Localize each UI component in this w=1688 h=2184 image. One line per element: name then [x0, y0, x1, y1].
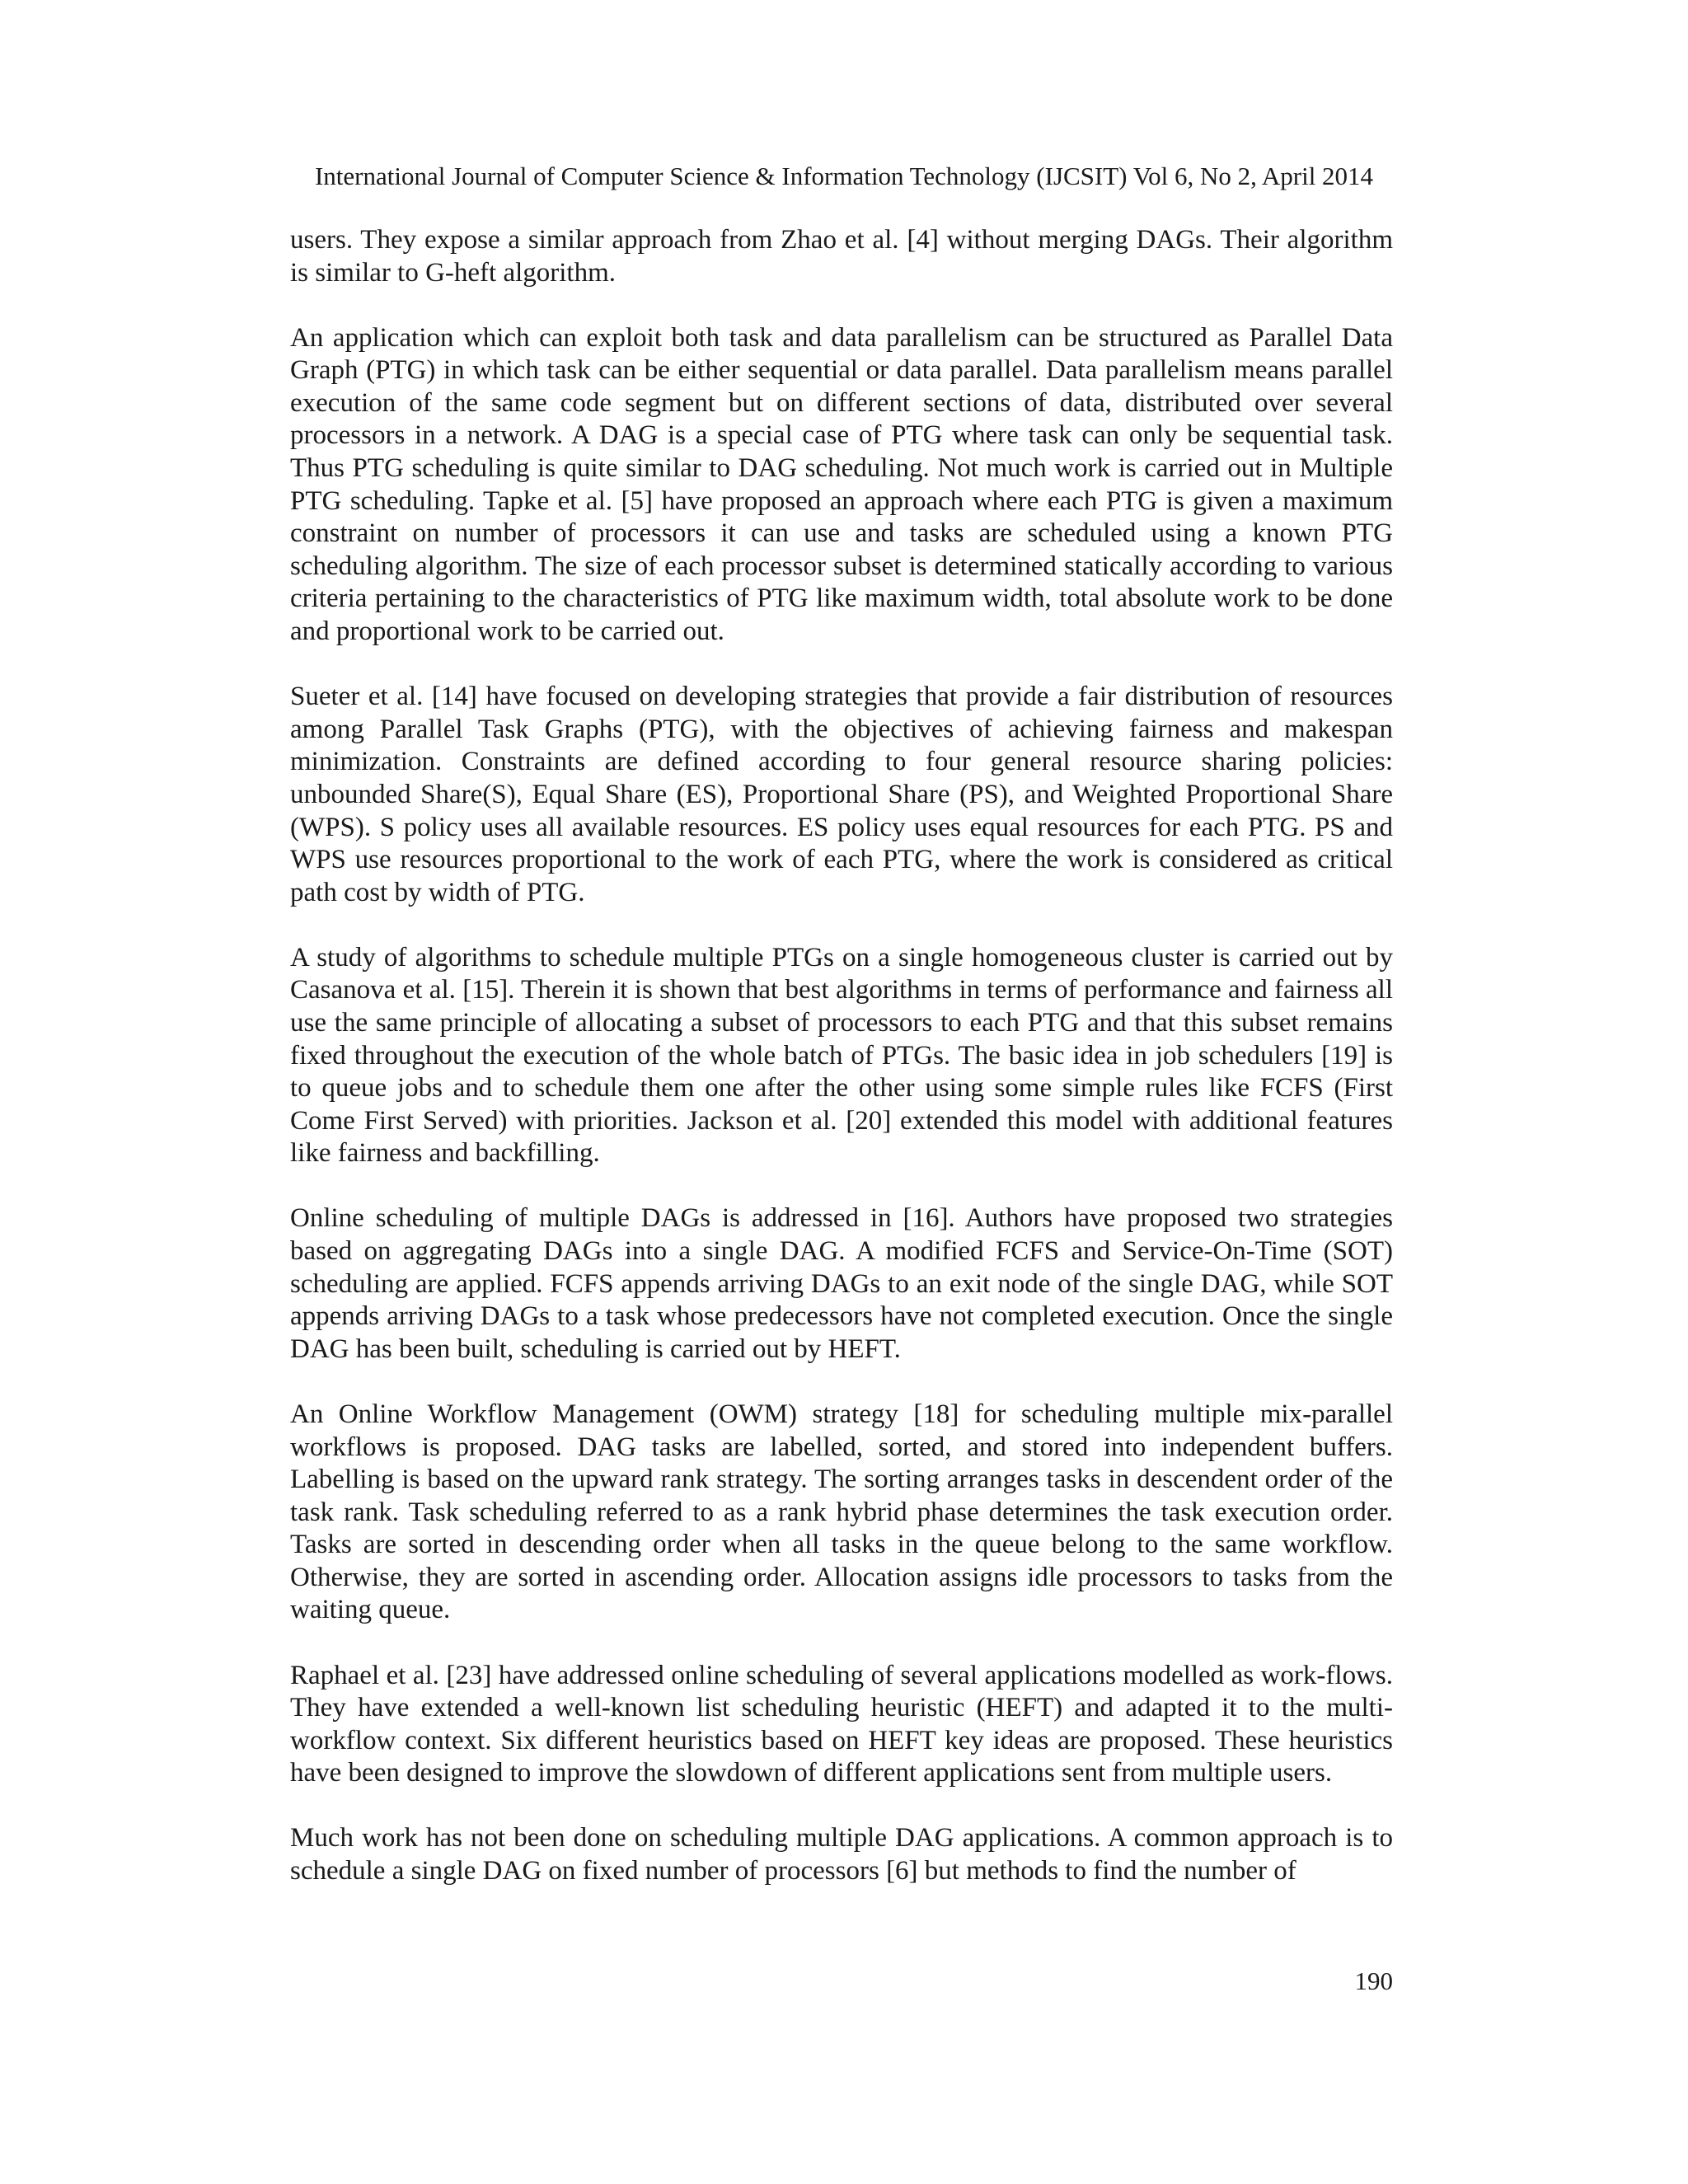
paragraph: users. They expose a similar approach from Zhao et al. [4] without merging DAGs. Their algorithm is similar to G-heft algorithm. — [290, 225, 1393, 288]
body-text — [290, 224, 1393, 1920]
paragraph: Online scheduling of multiple DAGs is addressed in [16]. Authors have proposed two strategies based on aggregating DAGs into a single DAG. A modified FCFS and Service-On-Time (SOT) scheduling are applied. FCFS appends arriving DAGs to an exit node of the single DAG, while SOT appends arriving DAGs to a task whose predecessors have not completed execution. Once the single DAG has been built, scheduling is carried out by HEFT. — [290, 1203, 1393, 1364]
page-number: 190 — [1354, 1966, 1393, 1995]
paragraph: Sueter et al. [14] have focused on developing strategies that provide a fair distribution of resources among Parallel Task Graphs (PTG), with the objectives of achieving fairness and makespan minimization. Constraints are defined according to four general resource sharing policies: unbounded Share(S), Equal Share (ES), Proportional Share (PS), and Weighted Proportional Share (WPS). S policy uses all available resources. ES policy uses equal resources for each PTG. PS and WPS use resources proportional to the work of each PTG, where the work is considered as critical path cost by width of PTG. — [290, 682, 1393, 907]
paragraph: An Online Workflow Management (OWM) strategy [18] for scheduling multiple mix-parallel workflows is proposed. DAG tasks are labelled, sorted, and stored into independent buffers. Labelling is based on the upward rank strategy. The sorting arranges tasks in descendent order of the task rank. Task scheduling referred to as a rank hybrid phase determines the task execution order. Tasks are sorted in descending order when all tasks in the queue belong to the same workflow. Otherwise, they are sorted in ascending order. Allocation assigns idle processors to tasks from the waiting queue. — [290, 1399, 1393, 1625]
paragraph: A study of algorithms to schedule multiple PTGs on a single homogeneous cluster is carried out by Casanova et al. [15]. Therein it is shown that best algorithms in terms of performance and fairness all use the same principle of allocating a subset of processors to each PTG and that this subset remains fixed throughout the execution of the whole batch of PTGs. The basic idea in job schedulers [19] is to queue jobs and to schedule them one after the other using some simple rules like FCFS (First Come First Served) with priorities. Jackson et al. [20] extended this model with additional features like fairness and backfilling. — [290, 942, 1393, 1169]
paragraph: An application which can exploit both task and data parallelism can be structured as Parallel Data Graph (PTG) in which task can be either sequential or data parallel. Data parallelism means parallel execution of the same code segment but on different sections of data, distributed over several processors in a network. A DAG is a special case of PTG where task can only be sequential task. Thus PTG scheduling is quite similar to DAG scheduling. Not much work is carried out in Multiple PTG scheduling. Tapke et al. [5] have proposed an approach where each PTG is given a maximum constraint on number of processors it can use and tasks are scheduled using a known PTG scheduling algorithm. The size of each processor subset is determined statically according to various criteria pertaining to the characteristics of PTG like maximum width, total absolute work to be done and proportional work to be carried out. — [290, 322, 1393, 647]
running-header: International Journal of Computer Science & Information Technology (IJCSIT) Vol 6, No 2, April 2014 — [314, 162, 1374, 190]
paragraph: Much work has not been done on scheduling multiple DAG applications. A common approach is to schedule a single DAG on fixed number of processors [6] but methods to find the number of — [290, 1823, 1393, 1886]
paragraph: Raphael et al. [23] have addressed online scheduling of several applications modelled as work-flows. They have extended a well-known list scheduling heuristic (HEFT) and adapted it to the multi-workflow context. Six different heuristics based on HEFT key ideas are proposed. These heuristics have been designed to improve the slowdown of different applications sent from multiple users. — [290, 1660, 1393, 1788]
